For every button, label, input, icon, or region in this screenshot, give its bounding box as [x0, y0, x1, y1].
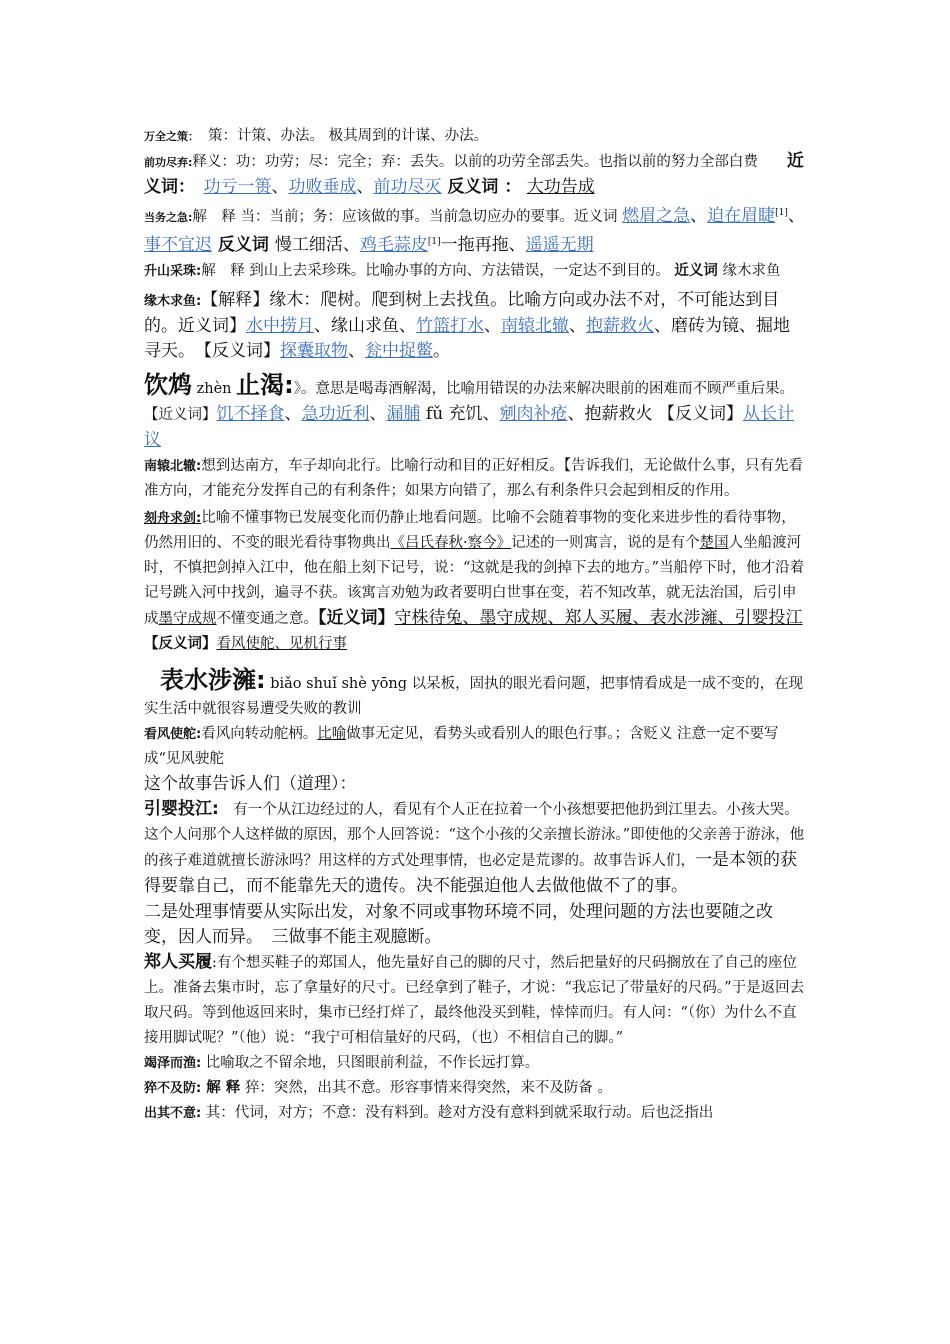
synonym-link[interactable]: 迫在眉睫: [707, 205, 776, 226]
synonym-link[interactable]: 剜肉补疮: [499, 403, 568, 424]
entry-zhengrenmailv: 郑人买履:有个想买鞋子的郑国人，他先量好自己的脚的尺寸，然后把量好的尺码搁放在了自己的座位上。准备去集市时，忘了拿量好的尺寸。已经拿到了鞋子，才说：“我忘记了带量好的尺码。”于是返回去取尺码。等到他返回来时，集市已经打烊了，最终他没买到鞋，悻悻而归。有人问：“（你）为什么不直接用脚试呢？”（他）说：“我宁可相信量好的尺码，（也）不相信自己的脚。”: [144, 951, 805, 1046]
moshouchenggui: 墨守成规: [158, 610, 217, 627]
antonym-link[interactable]: 遥遥无期: [525, 234, 594, 255]
chu-state: 楚国: [699, 534, 729, 551]
footnote-ref[interactable]: [1]: [775, 208, 788, 218]
entry-yuanmuqiuyu: 缘木求鱼:【解释】缘木：爬树。爬到树上去找鱼。比喻方向或办法不对，不可能达到目的。近义词】水中捞月、缘山求鱼、竹篮打水、南辕北辙、抱薪救火、磨砖为镜、掘地寻天。 【反义词】探囊取物、瓮中捉鳖。: [144, 289, 790, 361]
source-book: 《吕氏春秋·察今》: [390, 534, 512, 551]
antonym-link[interactable]: 瓮中捉鳖: [365, 340, 433, 361]
entry-term: 南辕北辙:: [144, 458, 202, 474]
entry-term: 看风使舵:: [144, 726, 202, 742]
pinyin: zhèn: [192, 380, 237, 397]
entry-wanquanzhice: [144, 124, 806, 149]
synonym-link[interactable]: 水中捞月: [246, 315, 314, 336]
synonym-label: 近义词: [674, 262, 718, 279]
entry-qiangongjinqi: 前功尽弃:释义：功：功劳；尽：完全；弃：丢失。以前的功劳全部丢失。也指以前的努力全部白费 近义词： 功亏一篑、功败垂成、前功尽灭 反义词 ： 大功告成: [144, 151, 804, 197]
entry-term: 万全之策：: [144, 130, 194, 143]
entry-jiezeeryu: 竭泽而渔: 比喻取之不留余地，只图眼前利益，不作长远打算。: [144, 1054, 540, 1071]
antonym-label: 反义词 ：: [441, 177, 522, 197]
entry-body: 释义：功：功劳；尽：完全；弃：丢失。以前的功劳全部丢失。也指以前的努力全部白费: [192, 154, 787, 170]
lesson-heading: 这个故事告诉人们（道理）：: [144, 773, 357, 794]
entry-term: 猝不及防:: [144, 1080, 202, 1096]
synonym-link[interactable]: 竹篮打水: [416, 315, 484, 336]
footnote-ref[interactable]: [1]: [427, 236, 441, 247]
synonym-label: 近义词：: [144, 151, 804, 197]
entry-body: 策：计策、办法。 极其周到的计谋、办法。: [193, 128, 489, 144]
synonym-text: 守株待兔、墨守成规、郑人买履、表水涉澭、引婴投江: [394, 607, 803, 628]
synonym-link[interactable]: 急功近利: [301, 403, 370, 424]
antonym-link[interactable]: 鸡毛蒜皮: [359, 234, 428, 255]
entry-yinzhenzhike: 饮鸩 zhèn 止渴:》。意思是喝毒酒解渴，比喻用错误的办法来解决眼前的困难而不顾严重后果。【近义词】饥不择食、急功近利、漏脯 fǔ 充饥、剜肉补疮、抱薪救火 【反义词】从长计议: [144, 370, 794, 450]
entry-chuqibuyi: 出其不意: 其：代词，对方；不意：没有料到。趁对方没有意料到就采取行动。后也泛指出: [144, 1104, 714, 1121]
entry-biaoshuisheyong: [144, 663, 806, 722]
entry-body: 解 释 到山上去采珍珠。比喻办事的方向、方法错误，一定达不到目的。: [201, 262, 675, 279]
entry-kanfengshiduo: 看风使舵:看风向转动舵柄。比喻做事无定见，看势头或看别人的眼色行事。；含贬义 注意一定不要写成“见风驶舵: [144, 725, 779, 767]
entry-nanyuanbeizhe: [144, 454, 806, 504]
synonym-link[interactable]: 燃眉之急: [622, 205, 691, 226]
entry-body: 想到达南方，车子却向北行。比喻行动和目的正好相反。【告诉我们，无论做什么事，只有先看准方向，才能充分发挥自己的有利条件；如果方向错了，那么有利条件只会起到相反的作用。: [144, 457, 803, 499]
synonym-link[interactable]: 事不宜迟: [144, 234, 212, 255]
entry-term: 缘木求鱼:: [144, 293, 202, 309]
entry-term: 饮鸩: [144, 370, 192, 399]
entry-term: 当务之急:: [144, 210, 193, 224]
entry-term: 郑人买履: [144, 951, 212, 972]
synonym-link[interactable]: 南辕北辙: [501, 315, 569, 336]
entry-term: 刻舟求剑:: [144, 510, 202, 526]
antonym-text: 大功告成: [526, 177, 595, 197]
antonym-text: 看风使舵、见机行事: [216, 635, 347, 652]
entry-term: 表水涉澭:: [160, 665, 266, 694]
entry-kezhouqiujian: 刻舟求剑:比喻不懂事物已发展变化而仍静止地看问题。比喻不会随着事物的变化来进步性的看待事物，仍然用旧的、不变的眼光看待事物典出《吕氏春秋·察今》记述的一则寓言，说的是有个楚国人坐船渡河时，不慎把剑掉入江中，他在船上刻下记号，说：“这就是我的剑掉下去的地方。”当船停下时，他才沿着记号跳入河中找剑，遍寻不获。该寓言劝勉为政者要明白世事在变，若不知改革，就无法治国，后引申成墨守成规不懂变通之意。【近义词】守株待兔、墨守成规、郑人买履、表水涉澭、引婴投江 【反义词】看风使舵、见机行事: [144, 509, 805, 652]
antonym-link[interactable]: 从长计议: [144, 403, 794, 450]
lesson-points: 二是处理事情要从实际出发，对象不同或事物环境不同，处理问题的方法也要随之改变，因人而异。 三做事不能主观臆断。: [144, 901, 773, 947]
entry-term: 止渴:: [236, 370, 294, 399]
entry-yinyingtoujiang: 引婴投江: 有一个从江边经过的人，看见有个人正在拉着一个小孩想要把他扔到江里去。小孩大哭。这个人问那个人这样做的原因，那个人回答说：“这个小孩的父亲擅长游泳。”即使他的父亲善于游泳，他的孩子难道就擅长游泳吗？用这样的方式处理事情，也必定是荒谬的。故事告诉人们，一是本领的获得要靠自己，而不能靠先天的遗传。决不能强迫他人去做他做不了的事。: [144, 798, 805, 896]
antonym-label: 【反义词】: [144, 635, 217, 652]
entry-dangwuzhiji: 当务之急:解 释 当：当前；务：应该做的事。当前急切应办的要事。近义词 燃眉之急、迫在眉睫[1]、事不宜迟 反义词 慢工细活、鸡毛蒜皮[1]一拖再拖、遥遥无期: [144, 205, 805, 255]
synonym-link[interactable]: 漏脯: [386, 403, 421, 424]
entry-term: 前功尽弃:: [144, 156, 193, 169]
synonym-link[interactable]: 前功尽灭: [373, 177, 442, 197]
antonym-label: 反义词: [212, 234, 275, 255]
idiom-notes: [144, 124, 806, 1126]
entry-body: biǎo shuǐ shè yōng 以呆板，固执的眼光看问题，把事情看成是一成不变的，在现实生活中就很容易遭受失败的教训: [144, 675, 804, 717]
entry-body: 解 释 当：当前；务：应该做的事。当前急切应办的要事。近义词: [192, 208, 623, 225]
synonym-link[interactable]: 功败垂成: [288, 177, 357, 197]
synonym-label: 【近义词】: [318, 607, 395, 628]
entry-term: 引婴投江:: [144, 798, 219, 819]
entry-term: 竭泽而渔:: [144, 1055, 202, 1071]
entry-body: 【解释】缘木：爬树。爬到树上去找鱼。比喻方向或办法不对，不可能达到目的。近义词】: [144, 289, 780, 336]
synonym-link[interactable]: 抱薪救火: [586, 315, 654, 336]
synonym-link[interactable]: 功亏一篑: [203, 177, 272, 197]
entry-term: 出其不意:: [144, 1105, 202, 1121]
entry-body: 》。意思是喝毒酒解渴，比喻用错误的办法来解决眼前的困难而不顾严重后果。【近义词】: [144, 380, 794, 423]
synonym-link[interactable]: 饥不择食: [216, 403, 285, 424]
entry-cubujifang: 猝不及防: 解 释 猝：突然，出其不意。形容事情来得突然，来不及防备 。: [144, 1079, 613, 1096]
entry-shengshancaizhu: [144, 259, 806, 284]
entry-term: 升山采珠:: [144, 263, 202, 279]
antonym-link[interactable]: 探囊取物: [280, 340, 348, 361]
synonym-text: 缘木求鱼: [717, 262, 781, 279]
